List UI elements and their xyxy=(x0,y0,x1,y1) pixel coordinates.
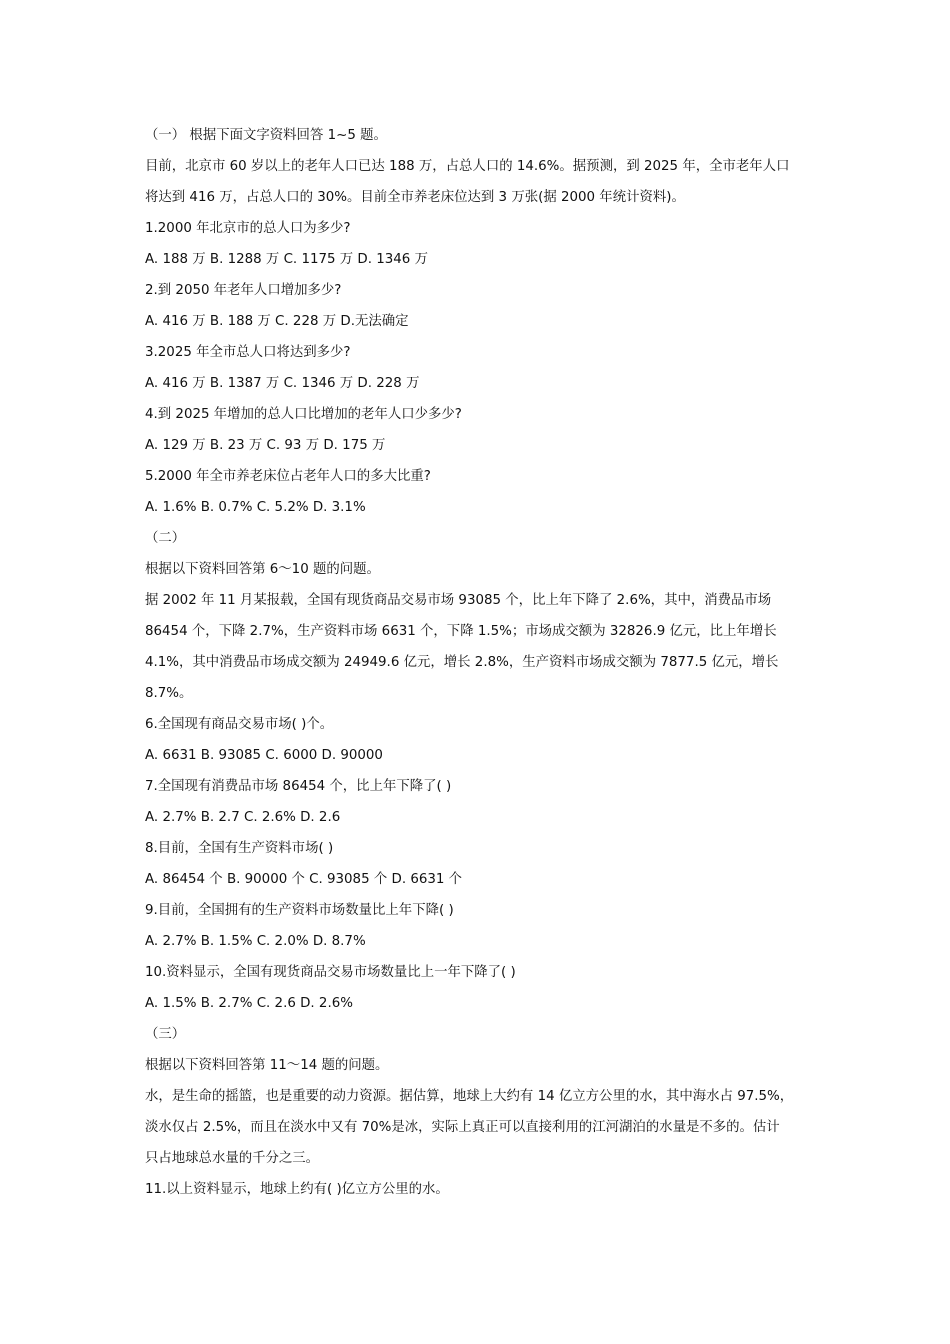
section-3-instruction: 根据以下资料回答第 11～14 题的问题。 xyxy=(145,1058,389,1073)
section-1-text-line-2: 将达到 416 万，占总人口的 30%。目前全市养老床位达到 3 万张(据 2000 年统计资料)。 xyxy=(145,190,685,205)
section-2-heading: （二） xyxy=(145,531,186,546)
question-1-options: A. 188 万 B. 1288 万 C. 1175 万 D. 1346 万 xyxy=(145,252,428,267)
section-2-text-line-2: 86454 个，下降 2.7%，生产资料市场 6631 个，下降 1.5%；市场成交额为 32826.9 亿元，比上年增长 xyxy=(145,624,777,639)
question-1: 1.2000 年北京市的总人口为多少? xyxy=(145,221,351,236)
question-5: 5.2000 年全市养老床位占老年人口的多大比重? xyxy=(145,469,431,484)
question-8: 8.目前，全国有生产资料市场( ) xyxy=(145,841,334,856)
question-6: 6.全国现有商品交易市场( )个。 xyxy=(145,717,334,732)
question-9: 9.目前，全国拥有的生产资料市场数量比上年下降( ) xyxy=(145,903,454,918)
question-2: 2.到 2050 年老年人口增加多少? xyxy=(145,283,342,298)
question-10-options: A. 1.5% B. 2.7% C. 2.6 D. 2.6% xyxy=(145,996,353,1011)
section-3-text-line-2: 淡水仅占 2.5%，而且在淡水中又有 70%是冰，实际上真正可以直接利用的江河湖泊的水量是不多的。估计 xyxy=(145,1120,780,1135)
section-3-heading: （三） xyxy=(145,1027,186,1042)
question-6-options: A. 6631 B. 93085 C. 6000 D. 90000 xyxy=(145,748,383,763)
question-10: 10.资料显示，全国有现货商品交易市场数量比上一年下降了( ) xyxy=(145,965,516,980)
question-8-options: A. 86454 个 B. 90000 个 C. 93085 个 D. 6631 个 xyxy=(145,872,463,887)
section-3-text-line-3: 只占地球总水量的千分之三。 xyxy=(145,1151,320,1166)
question-4-options: A. 129 万 B. 23 万 C. 93 万 D. 175 万 xyxy=(145,438,386,453)
section-1-text-line-1: 目前，北京市 60 岁以上的老年人口已达 188 万，占总人口的 14.6%。据预测，到 2025 年，全市老年人口 xyxy=(145,159,790,174)
section-1-heading: （一） 根据下面文字资料回答 1~5 题。 xyxy=(145,128,387,143)
question-2-options: A. 416 万 B. 188 万 C. 228 万 D.无法确定 xyxy=(145,314,409,329)
question-5-options: A. 1.6% B. 0.7% C. 5.2% D. 3.1% xyxy=(145,500,366,515)
question-3-options: A. 416 万 B. 1387 万 C. 1346 万 D. 228 万 xyxy=(145,376,420,391)
question-3: 3.2025 年全市总人口将达到多少? xyxy=(145,345,351,360)
question-7-options: A. 2.7% B. 2.7 C. 2.6% D. 2.6 xyxy=(145,810,341,825)
question-7: 7.全国现有消费品市场 86454 个，比上年下降了( ) xyxy=(145,779,452,794)
section-2-instruction: 根据以下资料回答第 6～10 题的问题。 xyxy=(145,562,380,577)
section-3-text-line-1: 水，是生命的摇篮，也是重要的动力资源。据估算，地球上大约有 14 亿立方公里的水，其中海水占 97.5%， xyxy=(145,1089,794,1104)
section-2-text-line-4: 8.7%。 xyxy=(145,686,193,701)
document-page xyxy=(145,120,825,1205)
question-9-options: A. 2.7% B. 1.5% C. 2.0% D. 8.7% xyxy=(145,934,366,949)
question-11: 11.以上资料显示，地球上约有( )亿立方公里的水。 xyxy=(145,1182,449,1197)
question-4: 4.到 2025 年增加的总人口比增加的老年人口少多少? xyxy=(145,407,462,422)
section-2-text-line-3: 4.1%，其中消费品市场成交额为 24949.6 亿元，增长 2.8%，生产资料市场成交额为 7877.5 亿元，增长 xyxy=(145,655,779,670)
section-2-text-line-1: 据 2002 年 11 月某报载，全国有现货商品交易市场 93085 个，比上年下降了 2.6%，其中，消费品市场 xyxy=(145,593,772,608)
